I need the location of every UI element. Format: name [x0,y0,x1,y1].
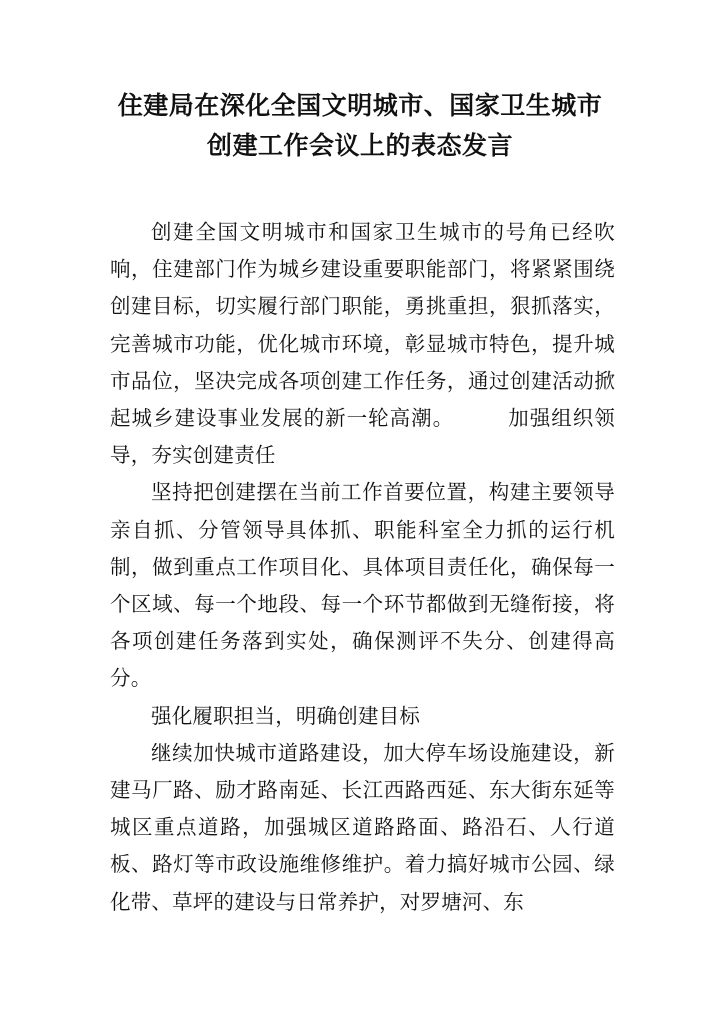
intro-paragraph [110,214,615,474]
section-paragraph-organization: 坚持把创建摆在当前工作首要位置，构建主要领导亲自抓、分管领导具体抓、职能科室全力抓的运行机制，做到重点工作项目化、具体项目责任化，确保每一个区域、每一个地段、每一个环节都做到无缝衔接，将各项创建任务落到实处，确保测评不失分、创建得高分。 [110,480,615,691]
section-paragraph-duty: 继续加快城市道路建设，加大停车场设施建设，新建马厂路、励才路南延、长江西路西延、东大街东延等城区重点道路，加强城区道路路面、路沿石、人行道板、路灯等市政设施维修维护。着力搞好城市公园、绿化带、草坪的建设与日常养护，对罗塘河、东 [110,740,615,914]
section-heading-organization: 加强组织领导，夯实创建责任 [110,406,616,468]
document-body [110,214,615,921]
title-line-1: 住建局在深化全国文明城市、国家卫生城市 [117,91,603,120]
title-line-2: 创建工作会议上的表态发言 [206,131,513,160]
section-heading-duty: 强化履职担当，明确创建目标 [151,703,421,728]
intro-paragraph-text: 创建全国文明城市和国家卫生城市的号角已经吹响，住建部门作为城乡建设重要职能部门，将紧紧围绕创建目标，切实履行部门职能，勇挑重担，狠抓落实，完善城市功能，优化城市环境，彰显城市特色，提升城市品位，坚决完成各项创建工作任务，通过创建活动掀起城乡建设事业发展的新一轮高潮。 [110,220,615,431]
document-title [60,86,660,166]
